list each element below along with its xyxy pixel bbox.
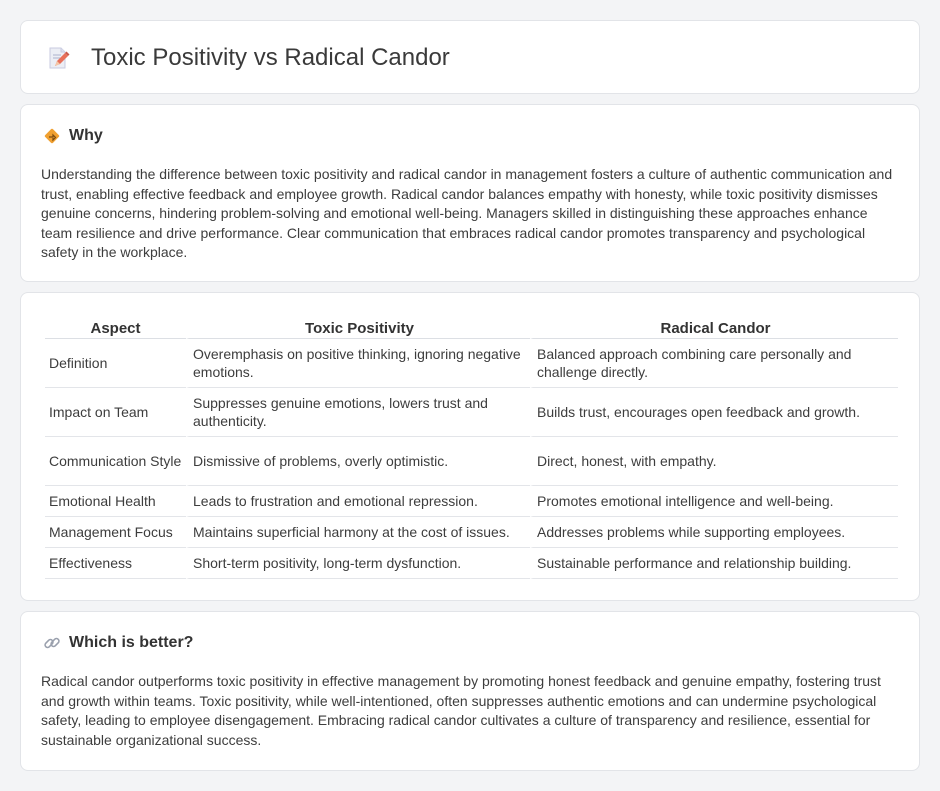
why-card bbox=[20, 104, 920, 282]
better-title: Which is better? bbox=[69, 634, 194, 651]
cell-toxic-positivity: Dismissive of problems, overly optimistic. bbox=[186, 437, 530, 486]
comparison-table bbox=[45, 315, 898, 579]
cell-radical-candor: Direct, honest, with empathy. bbox=[530, 437, 898, 486]
cell-toxic-positivity: Maintains superficial harmony at the cost of issues. bbox=[186, 517, 530, 548]
better-text: Radical candor outperforms toxic positivity in effective management by promoting honest feedback and genuine empathy, fostering trust and growth within teams. Toxic positivity, while well-intentioned, often suppresses authentic emotions and can undermine psychological safety, leading to employee disengagement. Embracing radical candor cultivates a culture of transparency and resilience, essential for sustainable organizational success. bbox=[41, 673, 881, 748]
title-card bbox=[20, 20, 920, 94]
better-heading bbox=[43, 634, 193, 652]
why-text: Understanding the difference between toxic positivity and radical candor in management fosters a culture of authentic communication and trust, enabling effective feedback and employee growth. Radical candor balances empathy with honesty, while toxic positivity dismisses genuine concerns, hindering problem-solving and emotional well-being. Managers skilled in distinguishing these approaches enhance team resilience and drive performance. Clear communication that embraces radical candor promotes transparency and psychological safety in the workplace. bbox=[41, 166, 893, 261]
cell-radical-candor: Builds trust, encourages open feedback and growth. bbox=[530, 388, 898, 437]
header-radical-candor: Radical Candor bbox=[530, 315, 898, 339]
table-row bbox=[45, 486, 898, 517]
table-row bbox=[45, 388, 898, 437]
cell-aspect: Emotional Health bbox=[45, 486, 186, 517]
cell-aspect: Effectiveness bbox=[45, 548, 186, 579]
header-aspect: Aspect bbox=[45, 315, 186, 339]
cell-aspect: Management Focus bbox=[45, 517, 186, 548]
page-title: Toxic Positivity vs Radical Candor bbox=[91, 44, 450, 71]
table-row bbox=[45, 548, 898, 579]
cell-radical-candor: Addresses problems while supporting employees. bbox=[530, 517, 898, 548]
which-is-better-card bbox=[20, 611, 920, 771]
document-pencil-icon bbox=[45, 45, 71, 71]
cell-radical-candor: Sustainable performance and relationship building. bbox=[530, 548, 898, 579]
why-title: Why bbox=[69, 127, 103, 144]
cell-radical-candor: Balanced approach combining care personally and challenge directly. bbox=[530, 339, 898, 388]
why-heading bbox=[43, 127, 103, 145]
header-toxic-positivity: Toxic Positivity bbox=[186, 315, 530, 339]
cell-toxic-positivity: Short-term positivity, long-term dysfunction. bbox=[186, 548, 530, 579]
link-icon bbox=[43, 634, 61, 652]
cell-aspect: Definition bbox=[45, 339, 186, 388]
cell-aspect: Impact on Team bbox=[45, 388, 186, 437]
comparison-card bbox=[20, 292, 920, 601]
cell-toxic-positivity: Suppresses genuine emotions, lowers trust and authenticity. bbox=[186, 388, 530, 437]
table-row bbox=[45, 437, 898, 486]
cell-aspect: Communication Style bbox=[45, 437, 186, 486]
cell-toxic-positivity: Overemphasis on positive thinking, ignoring negative emotions. bbox=[186, 339, 530, 388]
table-row bbox=[45, 339, 898, 388]
cell-toxic-positivity: Leads to frustration and emotional repression. bbox=[186, 486, 530, 517]
diamond-signpost-icon bbox=[43, 127, 61, 145]
table-row bbox=[45, 517, 898, 548]
title-row bbox=[45, 21, 450, 95]
table-header-row bbox=[45, 315, 898, 339]
cell-radical-candor: Promotes emotional intelligence and well-being. bbox=[530, 486, 898, 517]
